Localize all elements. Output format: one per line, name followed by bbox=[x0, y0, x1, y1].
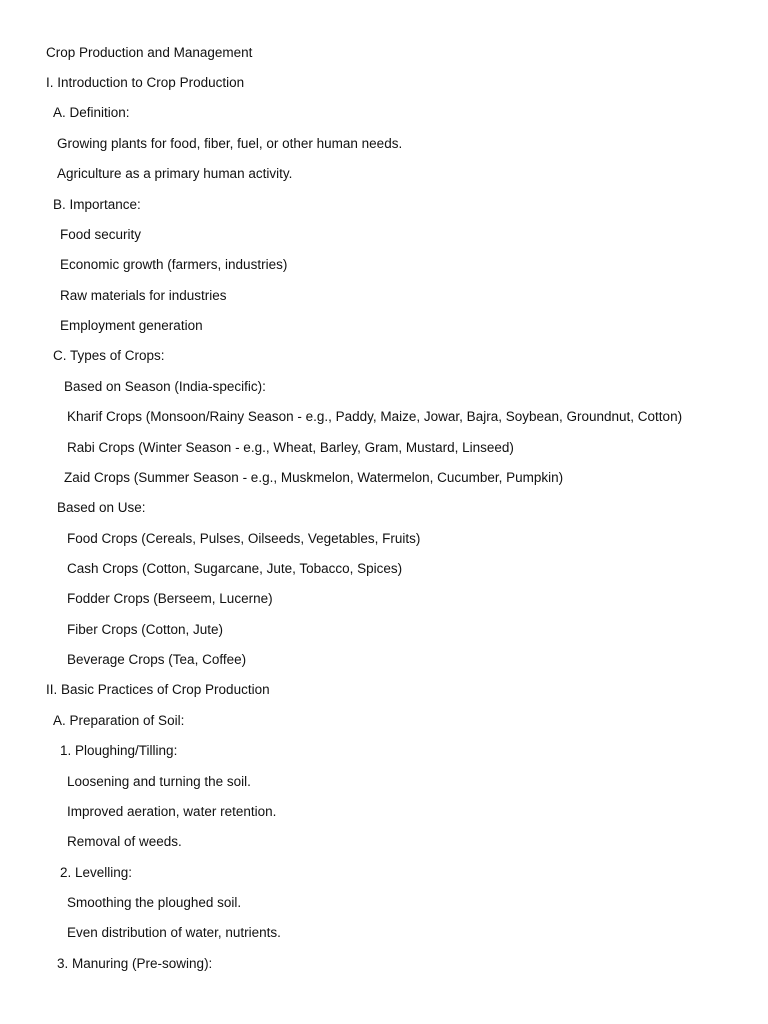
list-group-heading: Based on Use: bbox=[57, 500, 146, 515]
list-item: Kharif Crops (Monsoon/Rainy Season - e.g., Paddy, Maize, Jowar, Bajra, Soybean, Groundnut, Cotton) bbox=[67, 409, 683, 424]
subsection-heading: A. Preparation of Soil: bbox=[53, 713, 185, 728]
list-item: Cash Crops (Cotton, Sugarcane, Jute, Tobacco, Spices) bbox=[67, 561, 403, 576]
list-item: Rabi Crops (Winter Season - e.g., Wheat, Barley, Gram, Mustard, Linseed) bbox=[67, 440, 514, 455]
list-group-heading: Based on Season (India-specific): bbox=[64, 379, 266, 394]
subsection-heading: C. Types of Crops: bbox=[53, 348, 165, 363]
list-item: Raw materials for industries bbox=[60, 288, 227, 303]
list-item: Employment generation bbox=[60, 318, 203, 333]
subsection-heading: A. Definition: bbox=[53, 105, 130, 120]
subsection-heading: B. Importance: bbox=[53, 197, 141, 212]
list-item: Agriculture as a primary human activity. bbox=[57, 166, 293, 181]
list-item: Even distribution of water, nutrients. bbox=[67, 925, 281, 940]
list-item: Food security bbox=[60, 227, 142, 242]
section-heading: I. Introduction to Crop Production bbox=[46, 75, 245, 90]
numbered-heading: 1. Ploughing/Tilling: bbox=[60, 743, 178, 758]
list-item: Zaid Crops (Summer Season - e.g., Muskmelon, Watermelon, Cucumber, Pumpkin) bbox=[64, 470, 564, 485]
list-item: Beverage Crops (Tea, Coffee) bbox=[67, 652, 247, 667]
list-item: Food Crops (Cereals, Pulses, Oilseeds, Vegetables, Fruits) bbox=[67, 531, 421, 546]
list-item: Smoothing the ploughed soil. bbox=[67, 895, 242, 910]
numbered-heading: 3. Manuring (Pre-sowing): bbox=[57, 956, 213, 971]
list-item: Growing plants for food, fiber, fuel, or other human needs. bbox=[57, 136, 403, 151]
list-item: Economic growth (farmers, industries) bbox=[60, 257, 288, 272]
list-item: Improved aeration, water retention. bbox=[67, 804, 277, 819]
list-item: Removal of weeds. bbox=[67, 834, 182, 849]
list-item: Loosening and turning the soil. bbox=[67, 774, 251, 789]
document-title: Crop Production and Management bbox=[46, 45, 253, 60]
numbered-heading: 2. Levelling: bbox=[60, 865, 133, 880]
section-heading: II. Basic Practices of Crop Production bbox=[46, 682, 270, 697]
list-item: Fodder Crops (Berseem, Lucerne) bbox=[67, 591, 273, 606]
list-item: Fiber Crops (Cotton, Jute) bbox=[67, 622, 224, 637]
